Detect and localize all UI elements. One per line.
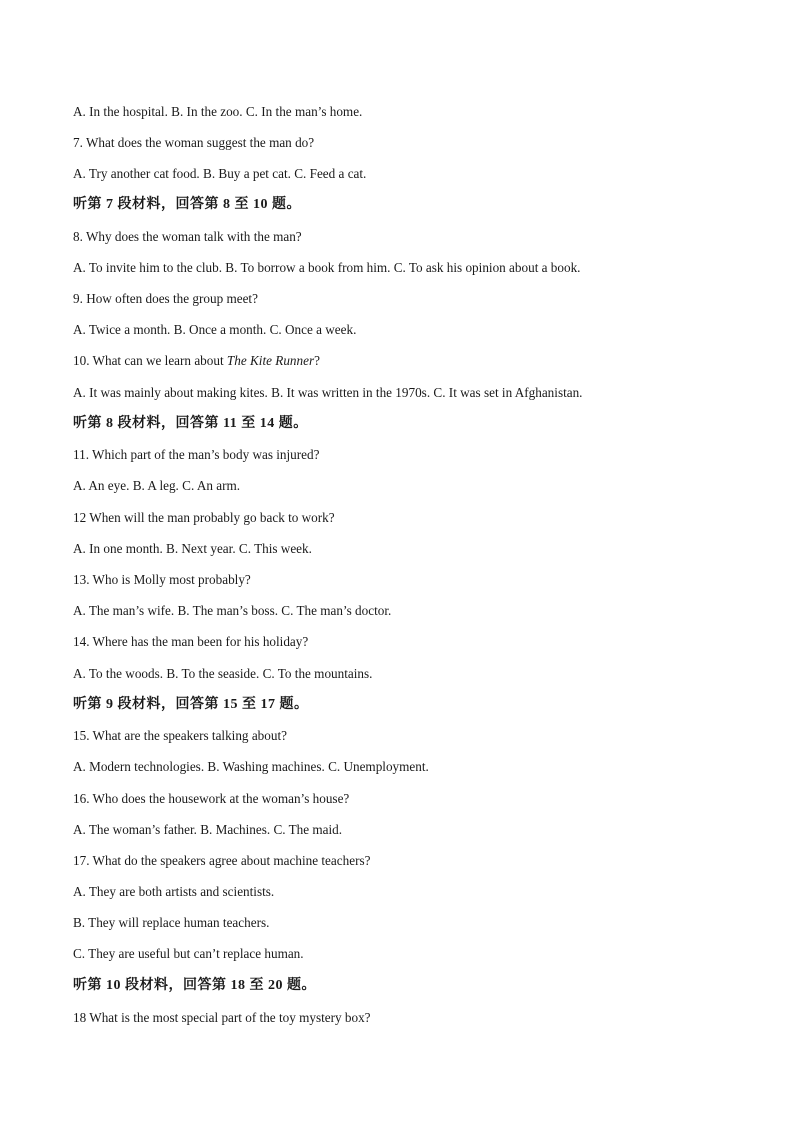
question-10 — [73, 353, 320, 369]
question-10-prefix: 10. What can we learn about — [73, 353, 227, 368]
question-11: 11. Which part of the man’s body was injured? — [73, 447, 320, 462]
answer-options-q11: A. An eye. B. A leg. C. An arm. — [73, 478, 241, 493]
answer-options-q8: A. To invite him to the club. B. To borrow a book from him. C. To ask his opinion about a book. — [73, 260, 581, 275]
question-14: 14. Where has the man been for his holiday? — [73, 634, 309, 649]
question-17: 17. What do the speakers agree about machine teachers? — [73, 853, 371, 868]
answer-options-q9: A. Twice a month. B. Once a month. C. Once a week. — [73, 322, 357, 337]
answer-option-17a: A. They are both artists and scientists. — [73, 884, 275, 899]
question-16: 16. Who does the housework at the woman’s house? — [73, 791, 350, 806]
question-18: 18 What is the most special part of the toy mystery box? — [73, 1010, 371, 1025]
question-15: 15. What are the speakers talking about? — [73, 728, 287, 743]
answer-options-q10: A. It was mainly about making kites. B. It was written in the 1970s. C. It was set in Afghanistan. — [73, 385, 583, 400]
section-heading-9: 听第 9 段材料，回答第 15 至 17 题。 — [73, 697, 309, 712]
question-12: 12 When will the man probably go back to work? — [73, 510, 335, 525]
answer-options-q13: A. The man’s wife. B. The man’s boss. C. The man’s doctor. — [73, 603, 392, 618]
answer-options-q16: A. The woman’s father. B. Machines. C. The maid. — [73, 822, 343, 837]
question-7: 7. What does the woman suggest the man do? — [73, 135, 315, 150]
section-heading-8: 听第 8 段材料，回答第 11 至 14 题。 — [73, 416, 308, 431]
answer-options-q7: A. Try another cat food. B. Buy a pet cat. C. Feed a cat. — [73, 166, 367, 181]
answer-option-17c: C. They are useful but can’t replace human. — [73, 946, 304, 961]
answer-options-q6: A. In the hospital. B. In the zoo. C. In the man’s home. — [73, 104, 363, 119]
section-heading-10: 听第 10 段材料，回答第 18 至 20 题。 — [73, 978, 316, 993]
answer-option-17b: B. They will replace human teachers. — [73, 915, 270, 930]
question-9: 9. How often does the group meet? — [73, 291, 258, 306]
question-8: 8. Why does the woman talk with the man? — [73, 229, 302, 244]
book-title: The Kite Runner — [226, 353, 315, 368]
answer-options-q15: A. Modern technologies. B. Washing machines. C. Unemployment. — [73, 759, 429, 774]
question-13: 13. Who is Molly most probably? — [73, 572, 251, 587]
answer-options-q14: A. To the woods. B. To the seaside. C. To the mountains. — [73, 666, 373, 681]
section-heading-7: 听第 7 段材料，回答第 8 至 10 题。 — [73, 197, 301, 212]
answer-options-q12: A. In one month. B. Next year. C. This week. — [73, 541, 312, 556]
question-10-suffix: ? — [314, 353, 320, 368]
